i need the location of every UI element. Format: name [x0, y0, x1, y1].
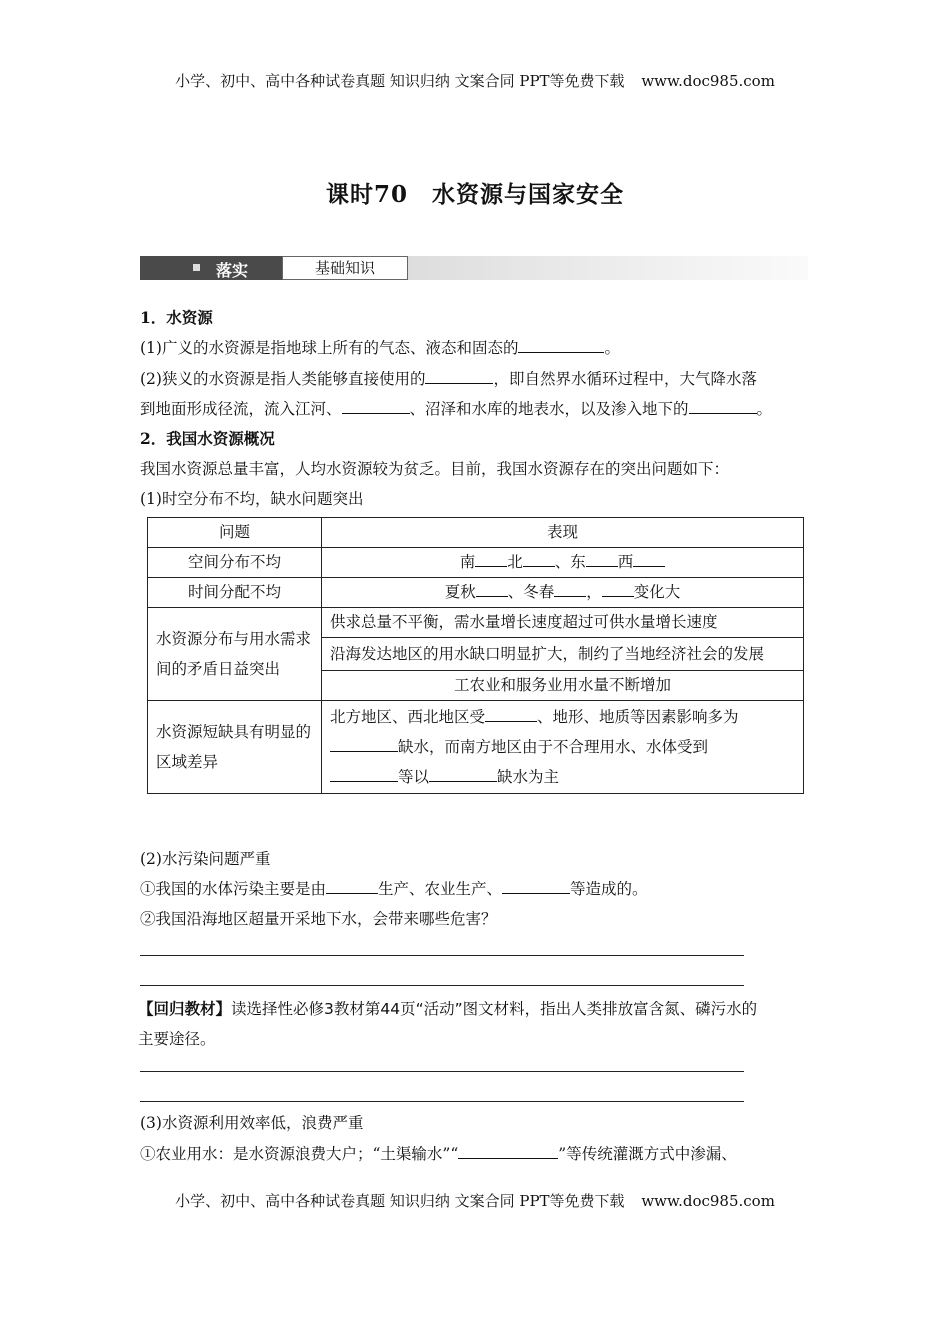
blank[interactable]: [502, 877, 570, 894]
footer-text: 小学、初中、高中各种试卷真题 知识归纳 文案合同 PPT等免费下载: [175, 1192, 625, 1210]
table-row: [148, 548, 804, 578]
table-cell: 空间分布不均: [148, 548, 322, 578]
section-heading-2: 2．我国水资源概况: [140, 429, 275, 448]
blank[interactable]: [476, 580, 508, 597]
blank[interactable]: [485, 705, 537, 722]
blank[interactable]: [342, 397, 410, 414]
return-text-1: 读选择性必修3教材第44页“活动”图文材料，指出人类排放富含氮、磷污水的: [231, 1000, 758, 1018]
paragraph-overview: 我国水资源总量丰富，人均水资源较为贫乏。目前，我国水资源存在的突出问题如下：: [140, 460, 730, 478]
table-cell: 沿海发达地区的用水缺口明显扩大，制约了当地经济社会的发展: [322, 638, 804, 671]
answer-line[interactable]: [140, 955, 744, 956]
blank[interactable]: [554, 580, 586, 597]
table-cell: 北方地区、西北地区受 、地形、地质等因素影响多为 缺水，而南方地区由于不合理用水、水体受到 等以 缺水为主: [322, 701, 804, 794]
blank[interactable]: [330, 735, 398, 752]
blank[interactable]: [425, 367, 493, 384]
subheading-water-pollution: (2)水污染问题严重: [140, 850, 271, 868]
blank[interactable]: [326, 877, 378, 894]
return-tag: 【回归教材】: [138, 1000, 232, 1018]
blank[interactable]: [475, 550, 507, 567]
header-text: 小学、初中、高中各种试卷真题 知识归纳 文案合同 PPT等免费下载: [175, 72, 625, 90]
blank[interactable]: [458, 1142, 558, 1159]
header-url[interactable]: www.doc985.com: [641, 72, 775, 90]
question-pollution-sources: ①我国的水体污染主要是由 生产、农业生产、 等造成的。: [140, 874, 812, 904]
question-agriculture-water: ①农业用水：是水资源浪费大户；“土渠输水”“ ”等传统灌溉方式中渗漏、: [140, 1139, 812, 1169]
square-bullet-icon: [193, 264, 200, 271]
paragraph-broad-definition: (1)广义的水资源是指地球上所有的气态、液态和固态的 。: [140, 333, 812, 363]
water-problems-table: [147, 517, 804, 794]
page-title: 课时70 水资源与国家安全: [325, 181, 624, 208]
table-cell: 供求总量不平衡，需水量增长速度超过可供水量增长速度: [322, 608, 804, 638]
blank[interactable]: [586, 550, 618, 567]
banner-label-primary: 落实: [216, 261, 249, 280]
blank[interactable]: [330, 765, 398, 782]
section-banner: [140, 256, 808, 280]
blank[interactable]: [523, 550, 555, 567]
paragraph-narrow-definition-cont: 到地面形成径流，流入江河、 、沼泽和水库的地表水，以及渗入地下的 。: [140, 394, 812, 424]
answer-line[interactable]: [140, 985, 744, 986]
footer-url[interactable]: www.doc985.com: [641, 1192, 775, 1210]
table-cell: 时间分配不均: [148, 578, 322, 608]
subheading-uneven-distribution: (1)时空分布不均，缺水问题突出: [140, 490, 364, 508]
section-heading-1: 1．水资源: [140, 308, 213, 327]
blank[interactable]: [602, 580, 634, 597]
subheading-low-efficiency: (3)水资源利用效率低，浪费严重: [140, 1114, 364, 1132]
question-groundwater: ②我国沿海地区超量开采地下水，会带来哪些危害？: [140, 910, 497, 928]
banner-label-secondary: 基础知识: [282, 256, 408, 280]
table-row: [148, 518, 804, 548]
page-footer: [0, 1190, 950, 1211]
paragraph-narrow-definition: (2)狭义的水资源是指人类能够直接使用的 ，即自然界水循环过程中，大气降水落: [140, 364, 812, 394]
blank[interactable]: [633, 550, 665, 567]
table-cell: 水资源分布与用水需求间的矛盾日益突出: [148, 608, 322, 701]
blank[interactable]: [518, 336, 604, 353]
page-header: [0, 70, 950, 91]
banner-dark-block: [140, 256, 282, 280]
table-row: [148, 608, 804, 638]
table-header-problem: 问题: [148, 518, 322, 548]
table-cell: 工农业和服务业用水量不断增加: [322, 671, 804, 701]
blank[interactable]: [429, 765, 497, 782]
table-cell: 夏秋 、冬春 ， 变化大: [322, 578, 804, 608]
answer-line[interactable]: [140, 1071, 744, 1072]
table-row: [148, 701, 804, 794]
return-text-2: 主要途径。: [138, 1030, 216, 1048]
answer-line[interactable]: [140, 1101, 744, 1102]
blank[interactable]: [689, 397, 757, 414]
table-row: [148, 578, 804, 608]
return-to-textbook-block: [138, 994, 814, 1054]
table-header-manifestation: 表现: [322, 518, 804, 548]
table-cell: 水资源短缺具有明显的区域差异: [148, 701, 322, 794]
table-cell: 南 北 、东 西: [322, 548, 804, 578]
